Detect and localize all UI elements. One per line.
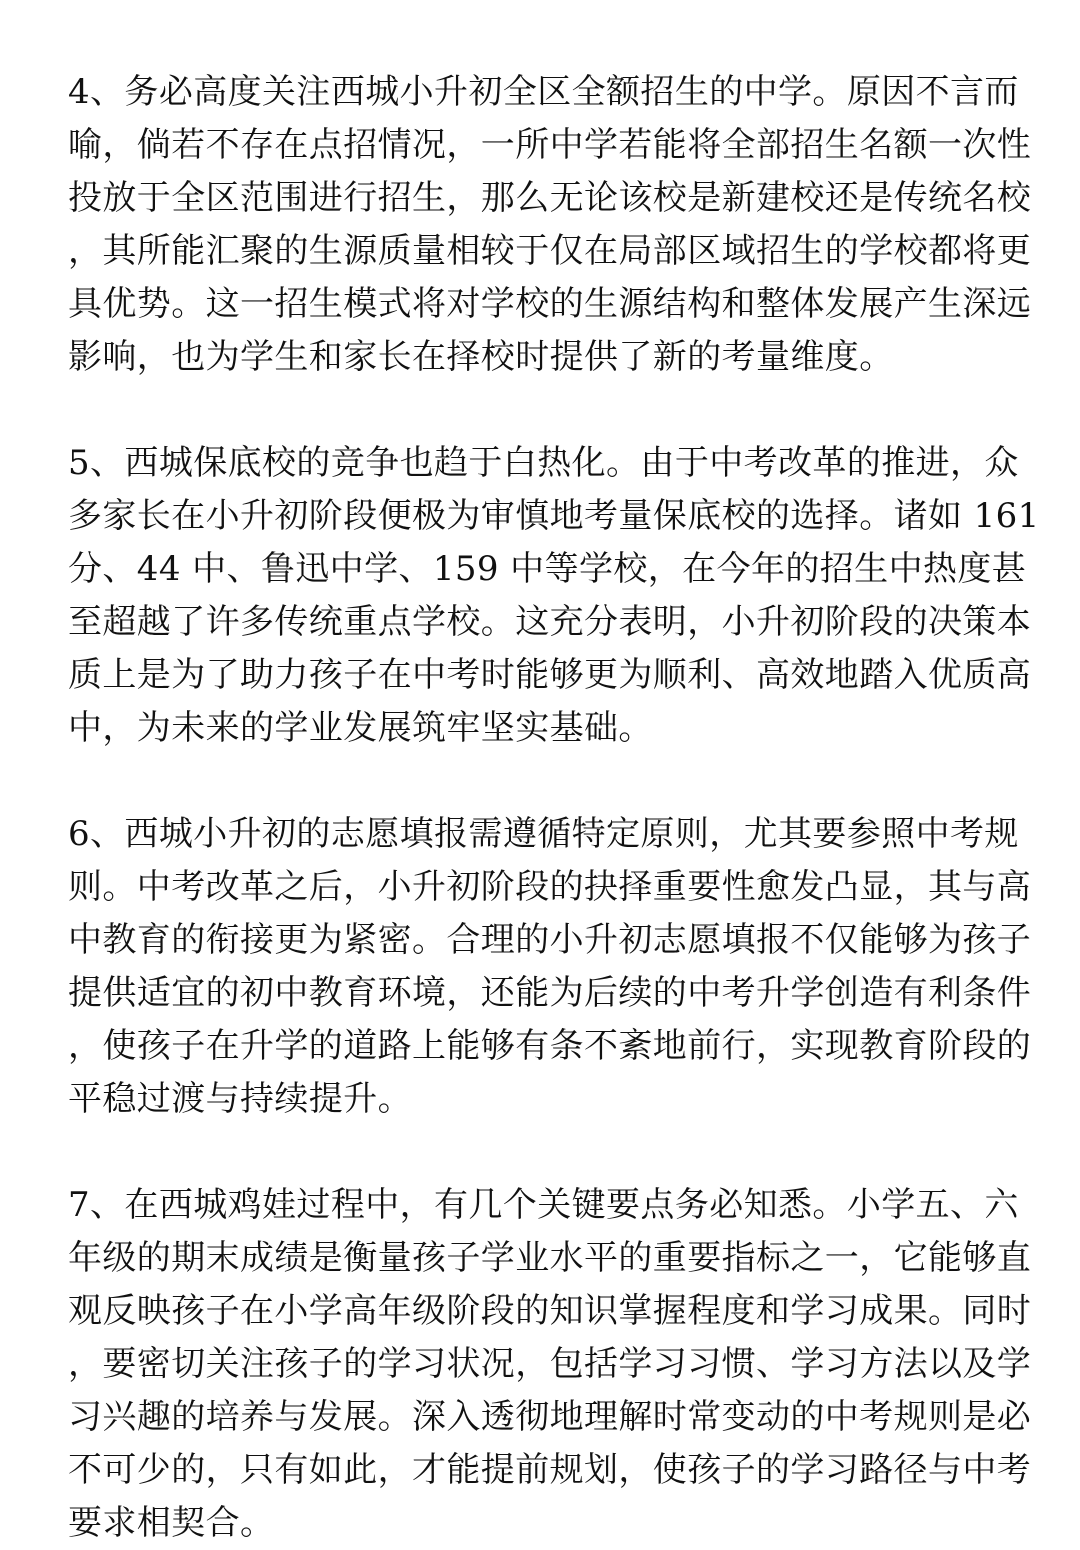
text-line: 喻，倘若不存在点招情况，一所中学若能将全部招生名额一次性: [68, 125, 1032, 165]
text-line: 观反映孩子在小学高年级阶段的知识掌握程度和学习成果。同时: [68, 1291, 1032, 1331]
text-line: 6、西城小升初的志愿填报需遵循特定原则，尤其要参照中考规: [68, 814, 1019, 854]
paragraph-4: [68, 66, 1032, 384]
text-line: ，使孩子在升学的道路上能够有条不紊地前行，实现教育阶段的: [68, 1026, 1032, 1066]
text-line: 分、44 中、鲁迅中学、159 中等学校，在今年的招生中热度甚: [68, 549, 1027, 589]
text-line: 多家长在小升初阶段便极为审慎地考量保底校的选择。诸如 161: [68, 496, 1040, 536]
paragraph-5: [68, 437, 1040, 755]
paragraph-6: [68, 808, 1032, 1126]
text-line: 投放于全区范围进行招生，那么无论该校是新建校还是传统名校: [68, 178, 1032, 218]
text-line: ，要密切关注孩子的学习状况，包括学习习惯、学习方法以及学: [68, 1344, 1032, 1384]
paragraph-7: [68, 1179, 1032, 1550]
text-line: 则。中考改革之后，小升初阶段的抉择重要性愈发凸显，其与高: [68, 867, 1032, 907]
text-line: 习兴趣的培养与发展。深入透彻地理解时常变动的中考规则是必: [68, 1397, 1032, 1437]
text-line: 质上是为了助力孩子在中考时能够更为顺利、高效地踏入优质高: [68, 655, 1032, 695]
text-line: 要求相契合。: [68, 1503, 275, 1543]
text-line: 年级的期末成绩是衡量孩子学业水平的重要指标之一，它能够直: [68, 1238, 1032, 1278]
text-line: 4、务必高度关注西城小升初全区全额招生的中学。原因不言而: [68, 72, 1019, 112]
text-line: 中教育的衔接更为紧密。合理的小升初志愿填报不仅能够为孩子: [68, 920, 1032, 960]
text-line: ，其所能汇聚的生源质量相较于仅在局部区域招生的学校都将更: [68, 231, 1032, 271]
text-line: 影响，也为学生和家长在择校时提供了新的考量维度。: [68, 337, 894, 377]
article-body: [68, 66, 1040, 1550]
text-line: 不可少的，只有如此，才能提前规划，使孩子的学习路径与中考: [68, 1450, 1032, 1490]
text-line: 5、西城保底校的竞争也趋于白热化。由于中考改革的推进，众: [68, 443, 1019, 483]
text-line: 具优势。这一招生模式将对学校的生源结构和整体发展产生深远: [68, 284, 1032, 324]
text-line: 中，为未来的学业发展筑牢坚实基础。: [68, 708, 653, 748]
text-line: 平稳过渡与持续提升。: [68, 1079, 412, 1119]
text-line: 7、在西城鸡娃过程中，有几个关键要点务必知悉。小学五、六: [68, 1185, 1019, 1225]
text-line: 至超越了许多传统重点学校。这充分表明，小升初阶段的决策本: [68, 602, 1032, 642]
text-line: 提供适宜的初中教育环境，还能为后续的中考升学创造有利条件: [68, 973, 1032, 1013]
